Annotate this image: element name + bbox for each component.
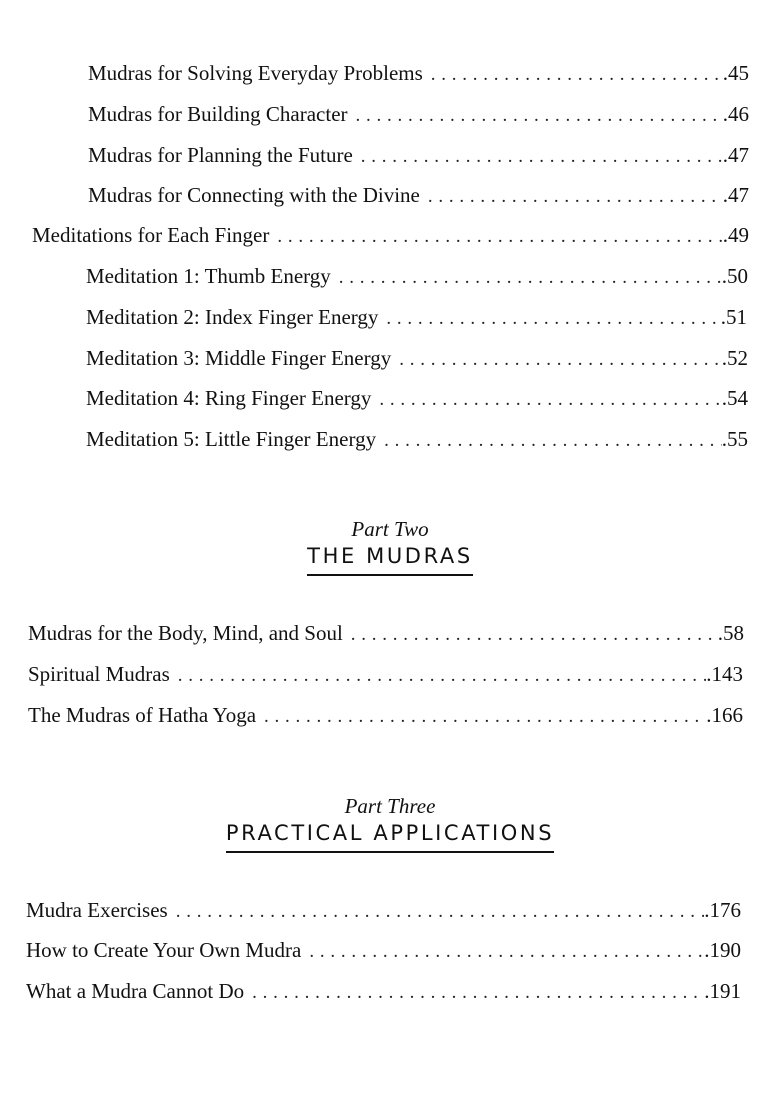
toc-entry-page: .51: [720, 305, 747, 329]
toc-entry[interactable]: [88, 101, 749, 129]
toc-entry-title: Mudras for Solving Everyday Problems: [88, 61, 423, 85]
toc-entry-title: Meditation 5: Little Finger Energy: [86, 427, 377, 451]
toc-entry-page: .49: [722, 223, 749, 247]
toc-entry-page: .191: [704, 979, 741, 1003]
toc-entry-title: How to Create Your Own Mudra: [26, 938, 302, 962]
dot-leader: [356, 103, 723, 129]
dot-leader: [178, 663, 707, 689]
dot-leader: [339, 265, 722, 291]
part-three-heading: [0, 793, 780, 853]
toc-entry[interactable]: [86, 426, 748, 454]
dot-leader: [361, 144, 723, 170]
dot-leader: [431, 62, 723, 88]
dot-leader: [176, 899, 705, 925]
toc-entry[interactable]: [32, 222, 749, 250]
dot-leader: [309, 939, 704, 965]
toc-entry-title: Spiritual Mudras: [28, 662, 170, 686]
dot-leader: [399, 347, 722, 373]
toc-entry-title: Meditation 3: Middle Finger Energy: [86, 346, 392, 370]
toc-entry-page: .46: [722, 102, 749, 126]
toc-entry-title: Meditation 2: Index Finger Energy: [86, 305, 379, 329]
toc-entry[interactable]: [86, 304, 747, 332]
toc-entry[interactable]: [86, 385, 748, 413]
part-label: Part Two: [351, 517, 429, 541]
toc-entry[interactable]: [88, 142, 749, 170]
part-label: Part Three: [344, 794, 436, 818]
toc-entry-title: Meditation 1: Thumb Energy: [86, 264, 331, 288]
toc-entry[interactable]: [86, 345, 748, 373]
toc-entry[interactable]: [86, 263, 748, 291]
toc-entry[interactable]: [26, 978, 741, 1006]
toc-entry[interactable]: [26, 897, 741, 925]
part-title: THE MUDRAS: [307, 542, 473, 576]
toc-entry-page: .47: [722, 143, 749, 167]
toc-entry-page: .50: [721, 264, 748, 288]
dot-leader: [384, 428, 722, 454]
toc-entry-title: Mudras for Planning the Future: [88, 143, 353, 167]
part-two-heading: [0, 516, 780, 576]
dot-leader: [379, 387, 721, 413]
toc-entry-title: Mudras for the Body, Mind, and Soul: [28, 621, 343, 645]
toc-entry-title: Meditation 4: Ring Finger Energy: [86, 386, 372, 410]
toc-entry-page: .45: [722, 61, 749, 85]
toc-entry-page: .58: [717, 621, 744, 645]
dot-leader: [386, 306, 720, 332]
dot-leader: [428, 184, 723, 210]
toc-entry-page: .52: [721, 346, 748, 370]
dot-leader: [264, 704, 706, 730]
dot-leader: [351, 622, 718, 648]
part-title: PRACTICAL APPLICATIONS: [226, 819, 554, 853]
toc-entry-page: .55: [721, 427, 748, 451]
toc-entry-title: Mudras for Connecting with the Divine: [88, 183, 420, 207]
toc-entry[interactable]: [28, 661, 743, 689]
toc-entry[interactable]: [26, 937, 741, 965]
toc-entry-page: .176: [704, 898, 741, 922]
toc-entry-title: Meditations for Each Finger: [32, 223, 270, 247]
toc-entry-page: .166: [706, 703, 743, 727]
toc-entry[interactable]: [88, 60, 749, 88]
dot-leader: [252, 980, 704, 1006]
toc-entry[interactable]: [28, 620, 744, 648]
toc-entry-page: .47: [722, 183, 749, 207]
toc-entry[interactable]: [88, 182, 749, 210]
toc-entry-title: Mudras for Building Character: [88, 102, 348, 126]
toc-entry-page: .190: [704, 938, 741, 962]
dot-leader: [277, 224, 722, 250]
toc-entry[interactable]: [28, 702, 743, 730]
toc-entry-title: What a Mudra Cannot Do: [26, 979, 245, 1003]
toc-entry-title: The Mudras of Hatha Yoga: [28, 703, 257, 727]
toc-entry-title: Mudra Exercises: [26, 898, 168, 922]
toc-entry-page: .54: [721, 386, 748, 410]
toc-entry-page: .143: [706, 662, 743, 686]
